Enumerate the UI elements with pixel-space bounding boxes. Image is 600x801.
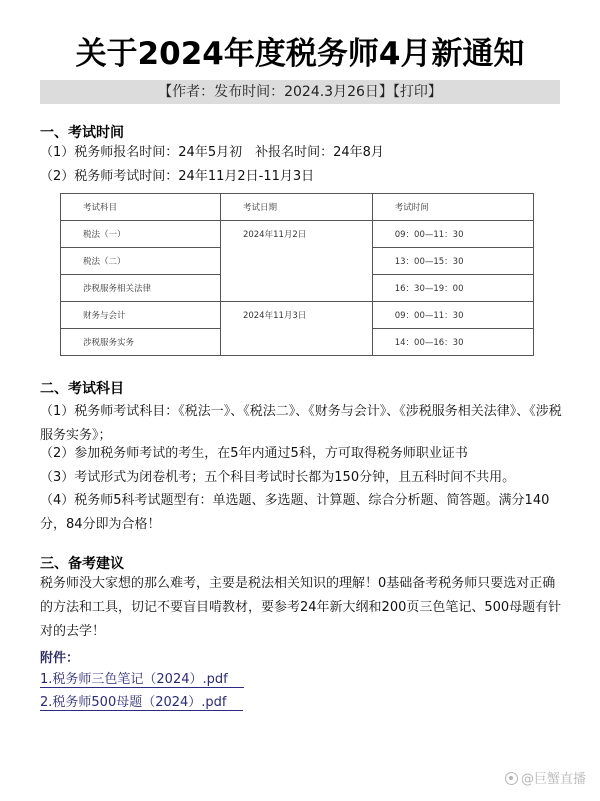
section-heading-study-advice: 三、备考建议: [40, 556, 124, 572]
time-cell: 14：00—16：30: [372, 329, 533, 356]
subjects-item-3: （3）考试形式为闭卷机考；五个科目考试时长都为150分钟，且五科时间不共用。: [40, 470, 516, 485]
time-cell: 09：00—11：30: [372, 302, 533, 329]
table-header-cell: 考试日期: [220, 194, 372, 221]
time-cell: 16：30—19：00: [372, 275, 533, 302]
subjects-item-1: （1）税务师考试科目：《税法一》、《税法二》、《财务与会计》、《涉税服务相关法律》、《涉税服务实务》；: [40, 404, 562, 443]
table-header-cell: 考试科目: [61, 194, 221, 221]
exam-schedule-table: [60, 193, 534, 356]
table-row: [61, 302, 534, 329]
date-cell: 2024年11月3日: [220, 302, 372, 356]
date-cell: 2024年11月2日: [220, 221, 372, 302]
table-header-cell: 考试时间: [372, 194, 533, 221]
watermark: [505, 768, 586, 787]
study-advice-paragraph: 税务师没大家想的那么难考，主要是税法相关知识的理解！0基础备考税务师只要选对正确的方法和工具，切记不要盲目啃教材，要参考24年新大纲和200页三色笔记、500母题有针对的去学！: [40, 576, 562, 639]
registration-time-line: （1）税务师报名时间：24年5月初 补报名时间：24年8月: [40, 145, 384, 160]
exam-time-line: （2）税务师考试时间：24年11月2日-11月3日: [40, 169, 315, 184]
subjects-item-4: （4）税务师5科考试题型有：单选题、多选题、计算题、综合分析题、简答题。满分140分，84分即为合格！: [40, 493, 550, 532]
subject-cell: 财务与会计: [61, 302, 221, 329]
subject-cell: 税法（二）: [61, 248, 221, 275]
time-cell: 09：00—11：30: [372, 221, 533, 248]
subject-cell: 涉税服务实务: [61, 329, 221, 356]
table-header-row: [61, 194, 534, 221]
watermark-logo-icon: [505, 772, 518, 785]
subject-cell: 税法（一）: [61, 221, 221, 248]
subject-cell: 涉税服务相关法律: [61, 275, 221, 302]
attachments-label: 附件：: [40, 651, 80, 666]
page-title: 关于2024年度税务师4月新通知: [75, 36, 525, 72]
meta-bar: 【作者：发布时间：2024.3月26日】【打印】: [40, 80, 560, 104]
section-heading-exam-subjects: 二、考试科目: [40, 381, 124, 397]
subjects-item-2: （2）参加税务师考试的考生，在5年内通过5科，方可取得税务师职业证书: [40, 446, 468, 461]
attachment-link-questions[interactable]: 2.税务师500母题（2024）.pdf: [40, 691, 243, 711]
attachment-link-notes[interactable]: 1.税务师三色笔记（2024）.pdf: [40, 668, 244, 688]
section-heading-exam-time: 一、考试时间: [40, 125, 124, 141]
table-row: [61, 221, 534, 248]
time-cell: 13：00—15：30: [372, 248, 533, 275]
watermark-text: @巨蟹直播: [520, 772, 586, 787]
